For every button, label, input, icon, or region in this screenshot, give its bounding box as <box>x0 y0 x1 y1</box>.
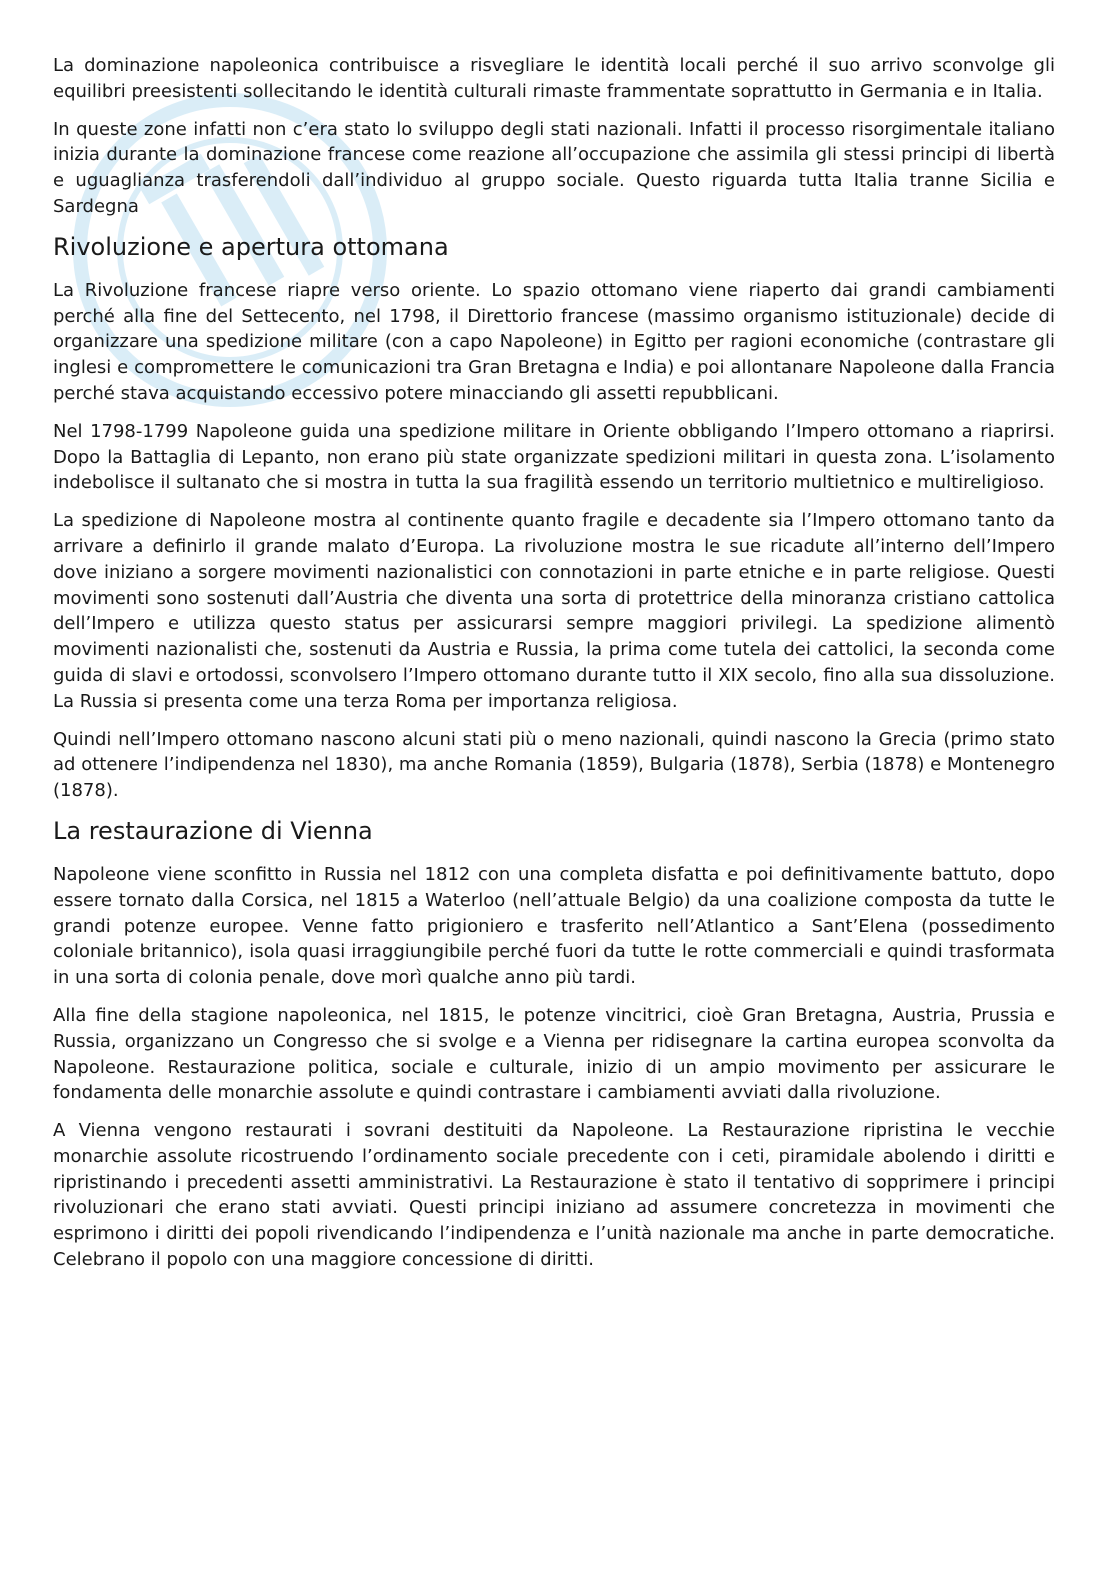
paragraph: La Rivoluzione francese riapre verso oriente. Lo spazio ottomano viene riaperto dai grandi cambiamenti perché alla fine del Settecento, nel 1798, il Direttorio francese (massimo organismo istituzionale) decide di organizzare una spedizione militare (con a capo Napoleone) in Egitto per ragioni economiche (contrastare gli inglesi e compromettere le comunicazioni tra Gran Bretagna e India) e poi allontanare Napoleone dalla Francia perché stava acquistando eccessivo potere minacciando gli assetti repubblicani. <box>53 279 1055 404</box>
paragraph: In queste zone infatti non c’era stato lo sviluppo degli stati nazionali. Infatti il processo risorgimentale italiano inizia durante la dominazione francese come reazione all’occupazione che assimila gli stessi principi di libertà e uguaglianza trasferendoli dall’individuo al gruppo sociale. Questo riguarda tutta Italia tranne Sicilia e Sardegna <box>53 118 1055 217</box>
section-heading: Rivoluzione e apertura ottomana <box>53 232 449 261</box>
paragraph: Quindi nell’Impero ottomano nascono alcuni stati più o meno nazionali, quindi nascono la Grecia (primo stato ad ottenere l’indipendenza nel 1830), ma anche Romania (1859), Bulgaria (1878), Serbia (1878) e Montenegro (1878). <box>53 728 1055 802</box>
paragraph: Napoleone viene sconfitto in Russia nel 1812 con una completa disfatta e poi definitivamente battuto, dopo essere tornato dalla Corsica, nel 1815 a Waterloo (nell’attuale Belgio) da una coalizione composta da tutte le grandi potenze europee. Venne fatto prigioniero e trasferito nell’Atlantico a Sant’Elena (possedimento coloniale britannico), isola quasi irraggiungibile perché fuori da tutte le rotte commerciali e quindi trasformata in una sorta di colonia penale, dove morì qualche anno più tardi. <box>53 863 1055 989</box>
paragraph: A Vienna vengono restaurati i sovrani destituiti da Napoleone. La Restaurazione ripristina le vecchie monarchie assolute ricostruendo l’ordinamento sociale precedente con i ceti, piramidale abolendo i diritti e ripristinando i precedenti assetti amministrativi. La Restaurazione è stato il tentativo di sopprimere i principi rivoluzionari che erano stati avviati. Questi principi iniziano ad assumere concretezza in movimenti che esprimono i diritti dei popoli rivendicando l’indipendenza e l’unità nazionale ma anche in parte democratiche. Celebrano il popolo con una maggiore concessione di diritti. <box>53 1120 1055 1271</box>
paragraph: La dominazione napoleonica contribuisce a risvegliare le identità locali perché il suo arrivo sconvolge gli equilibri preesistenti sollecitando le identità culturali rimaste frammentate soprattutto in Germania e in Italia. <box>53 55 1055 102</box>
document-page <box>53 53 1055 1285</box>
section-heading: La restaurazione di Vienna <box>53 816 373 845</box>
paragraph: Nel 1798-1799 Napoleone guida una spedizione militare in Oriente obbligando l’Impero ottomano a riaprirsi. Dopo la Battaglia di Lepanto, non erano più state organizzate spedizioni militari in questa zona. L’isolamento indebolisce il sultanato che si mostra in tutta la sua fragilità essendo un territorio multietnico e multireligioso. <box>53 420 1055 494</box>
paragraph: La spedizione di Napoleone mostra al continente quanto fragile e decadente sia l’Impero ottomano tanto da arrivare a definirlo il grande malato d’Europa. La rivoluzione mostra le sue ricadute all’interno dell’Impero dove iniziano a sorgere movimenti nazionalistici con connotazioni in parte etniche e in parte religiose. Questi movimenti sono sostenuti dall’Austria che diventa una sorta di protettrice della minoranza cristiano cattolica dell’Impero e utilizza questo status per assicurarsi sempre maggiori privilegi. La spedizione alimentò movimenti nazionalisti che, sostenuti da Austria e Russia, la prima come tutela dei cattolici, la seconda come guida di slavi e ortodossi, sconvolsero l’Impero ottomano durante tutto il XIX secolo, fino alla sua dissoluzione. La Russia si presenta come una terza Roma per importanza religiosa. <box>53 510 1055 712</box>
paragraph: Alla fine della stagione napoleonica, nel 1815, le potenze vincitrici, cioè Gran Bretagna, Austria, Prussia e Russia, organizzano un Congresso che si svolge e a Vienna per ridisegnare la cartina europea sconvolta da Napoleone. Restaurazione politica, sociale e culturale, inizio di un ampio movimento per assicurare le fondamenta delle monarchie assolute e quindi contrastare i cambiamenti avviati dalla rivoluzione. <box>53 1004 1055 1104</box>
